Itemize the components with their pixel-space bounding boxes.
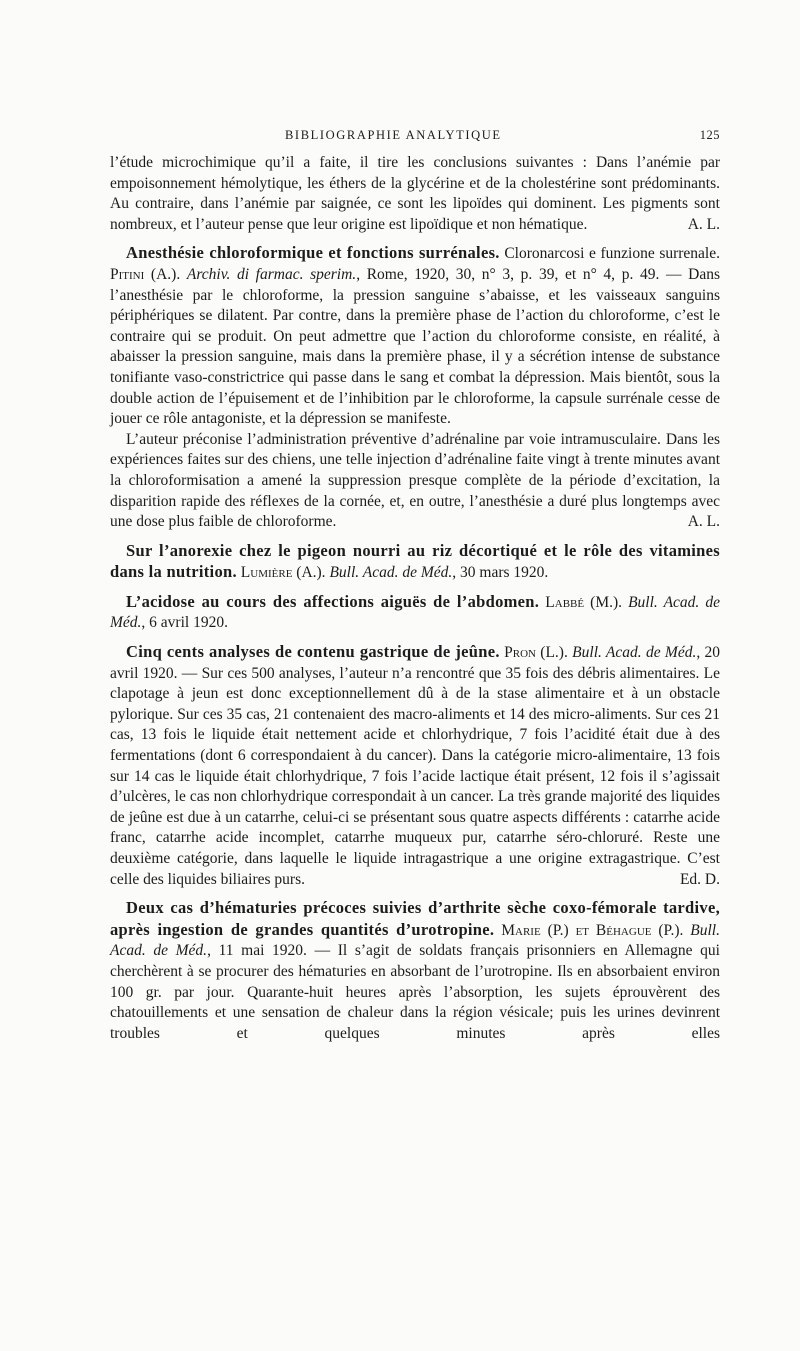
article-author: Pron (L.). — [504, 644, 568, 662]
article-title: L’acidose au cours des affections aiguës de l’abdomen. — [126, 591, 540, 611]
article-signature: A. L. — [687, 513, 720, 531]
article-author: Lumière (A.). — [240, 564, 326, 582]
article-subtitle: Cloronarcosi e funzione surrenale. — [499, 245, 720, 263]
running-title: BIBLIOGRAPHIE ANALYTIQUE — [285, 128, 502, 142]
article-chloroforme — [110, 243, 720, 429]
article-title: Deux cas d’hématuries précoces suivies d’arthrite sèche coxo-fémorale tardive, après ingestion de grandes quantités d’urotropine. — [110, 898, 720, 939]
page-content — [110, 153, 720, 1065]
article-date: , 20 avril 1920. — — [110, 644, 721, 682]
article-journal: Archiv. di farmac. sperim. — [186, 265, 357, 283]
article-journal: Bull. Acad. de Méd. — [572, 644, 697, 662]
article-acidose — [110, 592, 720, 634]
article-anorexie — [110, 541, 720, 584]
intro-text: l’étude microchimique qu’il a faite, il tire les conclusions suivantes : Dans l’anémie par empoisonnement hémolytique, les éthers de la glycérine et de la cholestérine sont prédominants. Au contraire, dans l’anémie par saignée, ce sont les lipoïdes qui dominent. Les pigments sont nombreux, et l’auteur pense que leur origine est lipoïdique et non hématique. — [110, 154, 720, 233]
article-citation: , Rome, 1920, 30, n° 3, p. 39, et n° 4, p. 49. — — [356, 265, 689, 283]
article-body: L’auteur préconise l’administration préventive d’adrénaline par voie intramusculaire. Dans les expériences faites sur des chiens, une telle injection d’adrénaline faite vingt à trente minutes avant la chloroformisation a amené la suppression presque complète de la période d’excitation, la disparition rapide des réflexes de la cornée, et, en outre, l’anesthésie a duré plus longtemps avec une dose plus faible de chloroforme. — [110, 430, 720, 531]
running-header — [110, 128, 720, 148]
article-author: Labbé (M.). — [545, 593, 623, 611]
article-journal: Bull. Acad. de Méd. — [110, 921, 720, 960]
article-date: , 11 mai 1920. — [207, 942, 307, 960]
article-date: , 6 avril 1920. — [141, 614, 228, 632]
article-authors: Marie (P.) et Béhague (P.). — [501, 921, 684, 939]
article-body: Sur ces 500 analyses, l’auteur n’a rencontré que 35 fois des débris alimentaires. Le clapotage à jeun est donc exceptionnellement dû à de la stase alimentaire et à un obstacle pylorique. Sur ces 35 cas, 21 contenaient des macro-aliments et 14 des micro-aliments. Sur ces 21 cas, 13 fois le liquide était nettement acide et chlorhydrique, 7 fois l’acidité était due à des fermentations (dont 6 correspondaient à du cancer). Dans la catégorie micro-alimentaire, 13 fois sur 14 cas le liquide était chlorhydrique, 7 fois l’acide lactique était présent, 12 fois il s’agissait d’ulcères, le cas non chlorhydrique correspondait à un cancer. La très grande majorité des liquides de jeûne est due à un catarrhe, celui-ci se présentant sous quatre aspects différents : catarrhe acide franc, catarrhe acide incomplet, catarrhe muqueux pur, catarrhe séro-chloruré. Reste une deuxième catégorie, dans laquelle le liquide intragastrique a une origine extragastrique. C’est celle des liquides biliaires purs. — [110, 664, 721, 888]
article-title: Cinq cents analyses de contenu gastrique de jeûne. — [126, 642, 500, 662]
intro-paragraph — [110, 153, 720, 235]
article-author: Pitini (A.). — [110, 265, 181, 283]
article-signature: Ed. D. — [679, 870, 720, 888]
article-hematuries — [110, 898, 720, 1065]
article-journal: Bull. Acad. de Méd. — [329, 564, 453, 582]
article-chloroforme-para2 — [110, 430, 720, 533]
page-number: 125 — [699, 128, 720, 142]
article-cinq-cents — [110, 642, 720, 890]
intro-signature: A. L. — [687, 215, 720, 233]
article-body: — Il s’agit de soldats français prisonniers en Allemagne qui cherchèrent à se procurer des hématuries en absorbant de l’urotropine. Ils en absorbaient environ 100 gr. par jour. Quarante-huit heures après l’absorption, les sujets éprouvèrent des chatouillements et une sensation de chaleur dans la région vésicale; puis les urines devinrent troubles et quelques minutes après elles — [110, 942, 720, 1042]
article-date: , 30 mars 1920. — [452, 564, 549, 582]
article-body: Dans l’anesthésie par le chloroforme, la pression sanguine s’abaisse, et les vaisseaux sanguins périphériques se dilatent. Par contre, dans la première phase de l’action du chloroforme, c’est le contraire qui se produit. On peut admettre que l’action du chloroforme consiste, en réalité, à abaisser la pression sanguine, mais dans la première phase, il y a sécrétion intense de substance tonifiante vaso-constrictrice qui passe dans le sang et combat la dépression. Mais bientôt, sous la double action de l’épuisement et de l’inhibition par le chloroforme, la capsule surrénale cesse de jouer ce rôle antagoniste, et la dépression se manifeste. — [110, 265, 720, 428]
article-journal: Bull. Acad. de Méd. — [110, 593, 721, 632]
article-title: Anesthésie chloroformique et fonctions surrénales. — [126, 243, 500, 263]
article-title: Sur l’anorexie chez le pigeon nourri au riz décortiqué et le rôle des vitamines dans la nutrition. — [110, 540, 720, 582]
